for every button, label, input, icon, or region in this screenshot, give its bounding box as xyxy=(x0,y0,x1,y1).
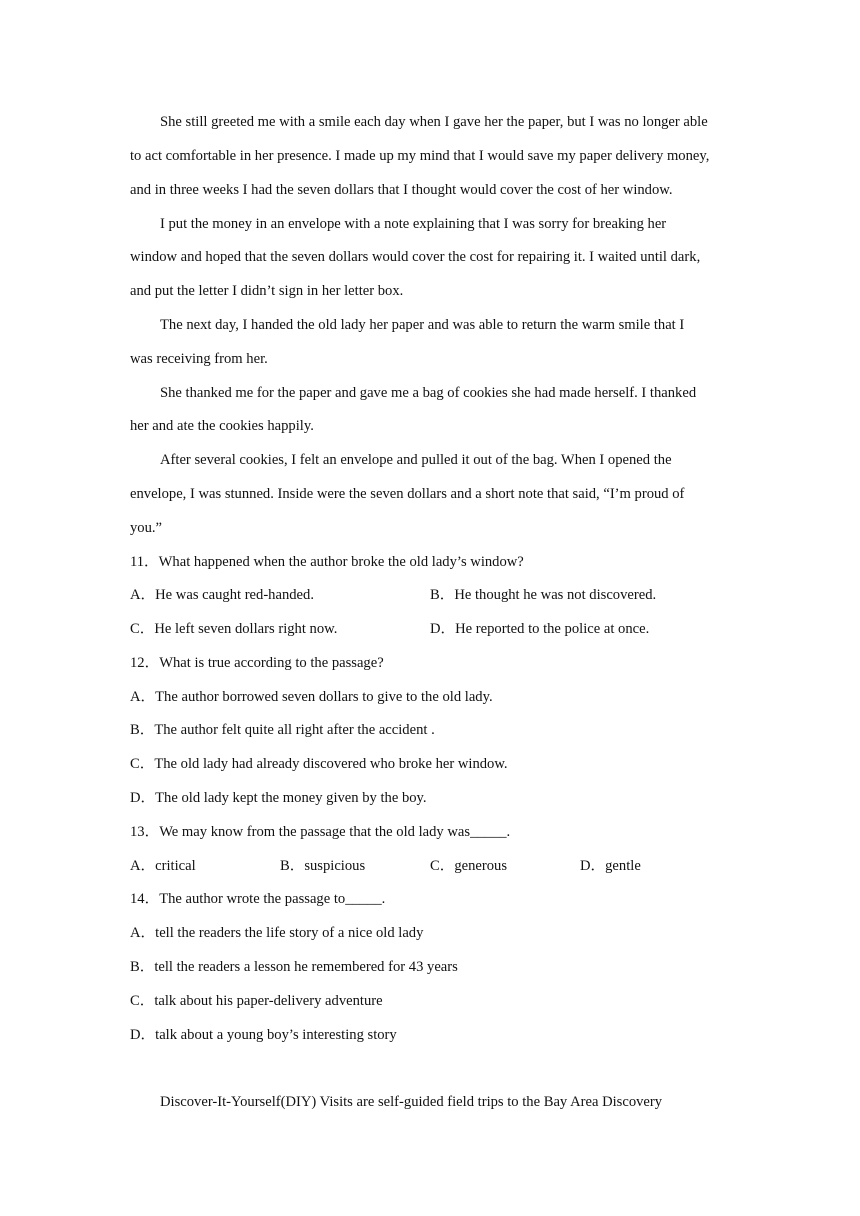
answer-option: D．The old lady kept the money given by the boy. xyxy=(130,790,427,806)
answer-option: D．He reported to the police at once. xyxy=(430,621,650,637)
passage-line: her and ate the cookies happily. xyxy=(130,418,314,434)
answer-option: A．tell the readers the life story of a nice old lady xyxy=(130,925,424,941)
passage-line: you.” xyxy=(130,520,163,536)
answer-option: B．He thought he was not discovered. xyxy=(430,587,657,603)
answer-option: B．suspicious xyxy=(280,858,366,874)
passage-line: She thanked me for the paper and gave me a bag of cookies she had made herself. I thanked xyxy=(160,385,697,401)
passage-line: was receiving from her. xyxy=(130,351,268,367)
answer-option: C．The old lady had already discovered who broke her window. xyxy=(130,756,508,772)
answer-option: A．The author borrowed seven dollars to give to the old lady. xyxy=(130,689,493,705)
passage-line: The next day, I handed the old lady her paper and was able to return the warm smile that I xyxy=(160,317,685,333)
answer-option: A．He was caught red-handed. xyxy=(130,587,314,603)
answer-option: B．tell the readers a lesson he remembered for 43 years xyxy=(130,959,458,975)
question-stem: 13．We may know from the passage that the old lady was_____. xyxy=(130,824,511,840)
answer-option: D．talk about a young boy’s interesting story xyxy=(130,1027,397,1043)
passage-line: After several cookies, I felt an envelope and pulled it out of the bag. When I opened the xyxy=(160,452,672,468)
answer-option: C．talk about his paper-delivery adventure xyxy=(130,993,383,1009)
question-stem: 11．What happened when the author broke the old lady’s window? xyxy=(130,554,524,570)
answer-option: C．generous xyxy=(430,858,508,874)
next-passage-line: Discover-It-Yourself(DIY) Visits are self-guided field trips to the Bay Area Discovery xyxy=(160,1094,663,1110)
answer-option: C．He left seven dollars right now. xyxy=(130,621,338,637)
answer-option: A．critical xyxy=(130,858,196,874)
passage-line: I put the money in an envelope with a note explaining that I was sorry for breaking her xyxy=(160,216,667,232)
answer-option: D．gentle xyxy=(580,858,641,874)
passage-line: to act comfortable in her presence. I made up my mind that I would save my paper delivery money, xyxy=(130,148,710,164)
passage-line: and in three weeks I had the seven dollars that I thought would cover the cost of her window. xyxy=(130,182,673,198)
passage-line: window and hoped that the seven dollars would cover the cost for repairing it. I waited until dark, xyxy=(130,249,701,265)
passage-line: and put the letter I didn’t sign in her letter box. xyxy=(130,283,404,299)
passage-line: envelope, I was stunned. Inside were the seven dollars and a short note that said, “I’m proud of xyxy=(130,486,685,502)
question-stem: 14．The author wrote the passage to_____. xyxy=(130,891,386,907)
answer-option: B．The author felt quite all right after the accident . xyxy=(130,722,435,738)
passage-line: She still greeted me with a smile each day when I gave her the paper, but I was no longer able xyxy=(160,114,708,130)
question-stem: 12．What is true according to the passage? xyxy=(130,655,384,671)
